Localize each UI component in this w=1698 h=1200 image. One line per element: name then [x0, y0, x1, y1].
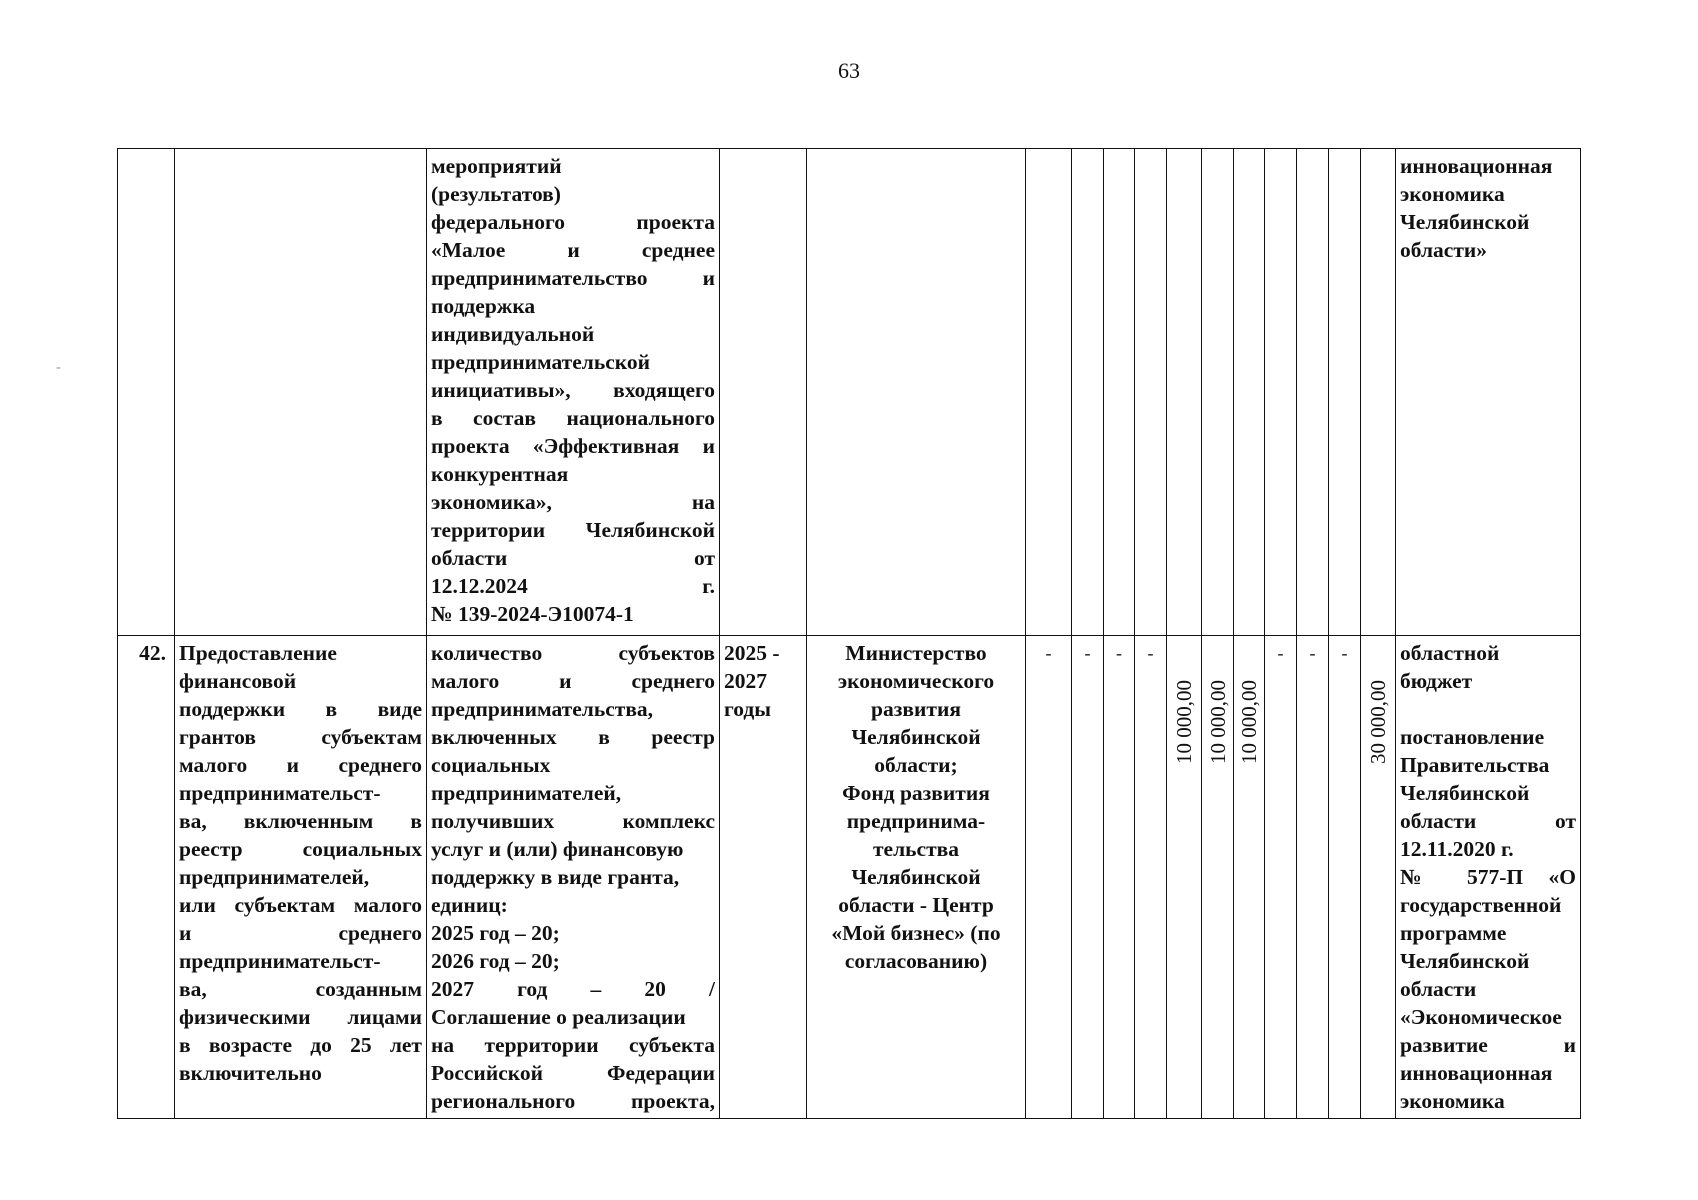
executor-line: Министерство — [845, 641, 987, 665]
cell-funding — [1167, 636, 1202, 1119]
indicator-line: инициативы», входящего — [431, 378, 715, 402]
indicator-line: конкурентная — [431, 462, 569, 486]
indicator-line: территории Челябинской — [431, 518, 715, 542]
indicator-line: 12.12.2024 г. — [431, 574, 715, 598]
cell-funding — [1329, 636, 1361, 1119]
name-line: предпринимательст- — [179, 781, 381, 805]
indicator-line: поддержку в виде гранта, — [431, 865, 680, 889]
source-line: Челябинской — [1400, 781, 1530, 805]
indicator-line: 2025 год – 20; — [431, 921, 560, 945]
name-line: малого и среднего — [179, 753, 422, 777]
indicator-line: услуг и (или) финансовую — [431, 837, 684, 861]
cell-measure-name — [175, 149, 427, 636]
executor-line: экономического — [837, 669, 995, 693]
indicator-line: предпринимательства, — [431, 697, 654, 721]
source-line: области — [1400, 977, 1477, 1001]
indicator-line: предпринимательской — [431, 350, 650, 374]
name-line: предпринимателей, — [179, 865, 370, 889]
indicator-line: Российской Федерации — [431, 1061, 715, 1085]
executor-line: развития — [871, 697, 961, 721]
indicator-line: федерального проекта — [431, 210, 715, 234]
indicator-line: количество субъектов — [431, 641, 715, 665]
cell-number: 42. — [118, 636, 175, 1119]
page-number: 63 — [838, 58, 860, 83]
funding-value: - — [1309, 643, 1316, 663]
cell-source — [1396, 149, 1581, 636]
cell-funding — [1104, 149, 1135, 636]
executor-line: согласованию) — [844, 949, 988, 973]
executor-line: тельства — [873, 837, 959, 861]
cell-funding — [1234, 149, 1265, 636]
cell-funding-total — [1361, 149, 1396, 636]
cell-executor — [807, 149, 1026, 636]
cell-measure-name — [175, 636, 427, 1119]
source-line: Челябинской — [1400, 949, 1530, 973]
indicator-line: получивших комплекс — [431, 809, 715, 833]
cell-funding — [1026, 636, 1072, 1119]
indicator-line: в состав национального — [431, 406, 715, 430]
source-line: № 577-П «О — [1400, 865, 1576, 889]
executor-line: области; — [874, 753, 958, 777]
indicator-line: малого и среднего — [431, 669, 715, 693]
funding-value: - — [1147, 643, 1154, 663]
cell-period — [720, 149, 807, 636]
cell-funding — [1265, 636, 1297, 1119]
indicator-line: № 139-2024-Э10074-1 — [431, 602, 634, 626]
name-line: включительно — [179, 1061, 322, 1085]
name-line: Предоставление — [179, 641, 337, 665]
source-line: постановление — [1400, 725, 1545, 749]
executor-line: Челябинской — [851, 865, 981, 889]
cell-funding-total — [1361, 636, 1396, 1119]
indicator-line: единиц: — [431, 893, 508, 917]
source-line: инновационная — [1400, 154, 1553, 178]
funding-value: 10 000,00 — [1172, 680, 1196, 764]
executor-line: Фонд развития — [842, 781, 990, 805]
measures-table — [117, 148, 1581, 1119]
source-line: области от — [1400, 809, 1576, 833]
table-row-continuation — [118, 149, 1581, 636]
source-line: области» — [1400, 238, 1488, 262]
source-line: программе — [1400, 921, 1507, 945]
source-line: бюджет — [1400, 669, 1473, 693]
period-line: 2027 — [724, 669, 767, 693]
indicator-line: на территории субъекта — [431, 1033, 715, 1057]
name-line: реестр социальных — [179, 837, 422, 861]
name-line: и среднего — [179, 921, 422, 945]
source-line: инновационная — [1400, 1061, 1553, 1085]
cell-funding — [1072, 149, 1104, 636]
cell-funding — [1072, 636, 1104, 1119]
source-line: Челябинской — [1400, 210, 1530, 234]
cell-funding — [1167, 149, 1202, 636]
name-line: предпринимательст- — [179, 949, 381, 973]
funding-value: - — [1277, 643, 1284, 663]
scan-artifact-dot: - — [56, 360, 61, 375]
cell-period — [720, 636, 807, 1119]
indicator-line: 2026 год – 20; — [431, 949, 560, 973]
cell-funding — [1202, 636, 1234, 1119]
table-row-42 — [118, 636, 1581, 1119]
source-line: государственной — [1400, 893, 1562, 917]
funding-value: - — [1116, 643, 1122, 663]
name-line: грантов субъектам — [179, 725, 422, 749]
indicator-line: (результатов) — [431, 182, 561, 206]
indicator-line: 2027 год – 20 / — [431, 977, 715, 1001]
indicator-line: Соглашение о реализации — [431, 1005, 686, 1029]
cell-funding — [1297, 149, 1329, 636]
name-line: поддержки в виде — [179, 697, 422, 721]
source-line: 12.11.2020 г. — [1400, 837, 1514, 861]
cell-funding — [1329, 149, 1361, 636]
period-line: годы — [724, 697, 772, 721]
cell-funding — [1297, 636, 1329, 1119]
cell-funding — [1265, 149, 1297, 636]
cell-funding — [1104, 636, 1135, 1119]
indicator-line: регионального проекта, — [431, 1089, 715, 1113]
cell-funding — [1234, 636, 1265, 1119]
cell-funding — [1135, 636, 1167, 1119]
funding-value: - — [1084, 643, 1091, 663]
executor-line: области - Центр — [838, 893, 994, 917]
indicator-line: мероприятий — [431, 154, 562, 178]
funding-value: - — [1045, 643, 1052, 663]
indicator-line: включенных в реестр — [431, 725, 715, 749]
name-line: или субъектам малого — [179, 893, 422, 917]
source-line: Правительства — [1400, 753, 1550, 777]
cell-funding — [1135, 149, 1167, 636]
indicator-line: «Малое и среднее — [431, 238, 715, 262]
executor-line: «Мой бизнес» (по — [831, 921, 1001, 945]
name-line: в возрасте до 25 лет — [179, 1033, 422, 1057]
indicator-line: индивидуальной — [431, 322, 595, 346]
executor-line: предпринима- — [846, 809, 986, 833]
cell-funding — [1026, 149, 1072, 636]
funding-value: 10 000,00 — [1205, 680, 1230, 764]
name-line: ва, созданным — [179, 977, 422, 1001]
source-line: развитие и — [1400, 1033, 1576, 1057]
funding-total-value: 30 000,00 — [1366, 680, 1390, 764]
cell-source — [1396, 636, 1581, 1119]
period-line: 2025 - — [724, 641, 780, 665]
indicator-line: проекта «Эффективная и — [431, 434, 715, 458]
source-line: экономика — [1400, 1089, 1505, 1113]
name-line: ва, включенным в — [179, 809, 422, 833]
cell-indicator — [427, 636, 720, 1119]
source-line: экономика — [1400, 182, 1505, 206]
funding-value: 10 000,00 — [1237, 680, 1261, 764]
source-line: областной — [1400, 641, 1500, 665]
indicator-line: социальных — [431, 753, 551, 777]
cell-number — [118, 149, 175, 636]
executor-line: Челябинской — [851, 725, 981, 749]
indicator-line: поддержка — [431, 294, 536, 318]
cell-executor — [807, 636, 1026, 1119]
cell-funding — [1202, 149, 1234, 636]
funding-value: - — [1341, 643, 1348, 663]
indicator-line: экономика», на — [431, 490, 715, 514]
name-line: финансовой — [179, 669, 297, 693]
source-line: «Экономическое — [1400, 1005, 1562, 1029]
indicator-line: предпринимательство и — [431, 266, 715, 290]
indicator-line: области от — [431, 546, 715, 570]
name-line: физическими лицами — [179, 1005, 422, 1029]
cell-indicator — [427, 149, 720, 636]
indicator-line: предпринимателей, — [431, 781, 622, 805]
